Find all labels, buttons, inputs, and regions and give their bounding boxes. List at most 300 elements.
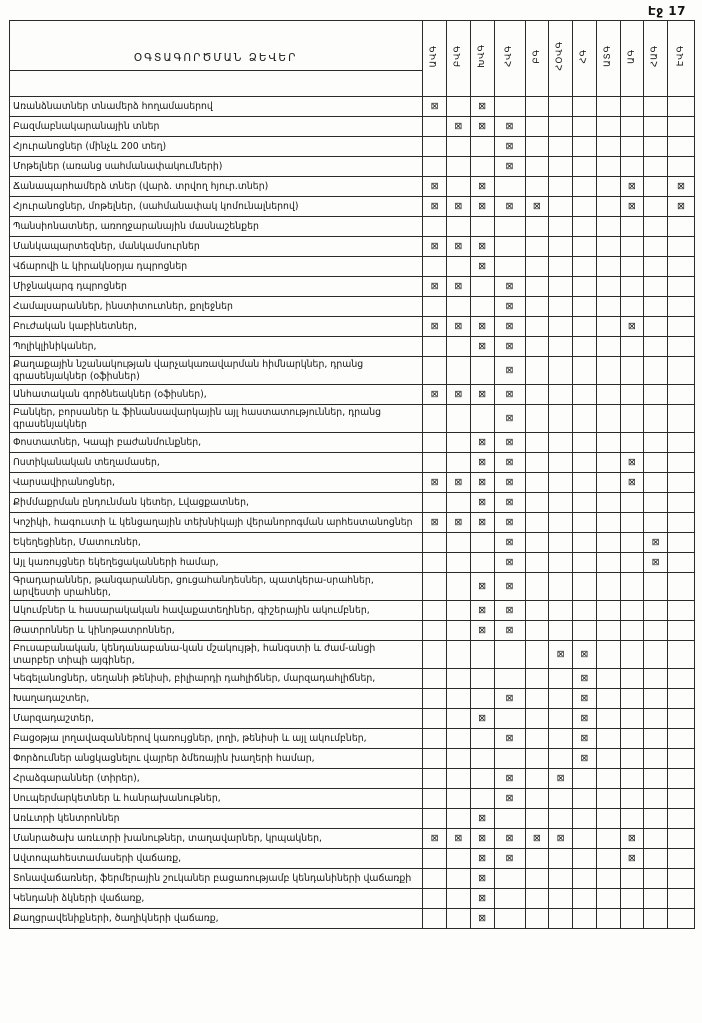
row-label: Սուպերմարկետներ և հանրախանութներ, bbox=[10, 789, 423, 809]
empty-cell bbox=[620, 553, 644, 573]
check-mark: ⊠ bbox=[470, 601, 494, 621]
empty-cell bbox=[525, 689, 549, 709]
empty-cell bbox=[549, 197, 573, 217]
empty-cell bbox=[549, 405, 573, 433]
table-row bbox=[10, 749, 695, 769]
empty-cell bbox=[620, 689, 644, 709]
empty-cell bbox=[470, 137, 494, 157]
empty-cell bbox=[525, 177, 549, 197]
empty-cell bbox=[644, 909, 668, 929]
check-mark: ⊠ bbox=[620, 177, 644, 197]
empty-cell bbox=[668, 689, 695, 709]
check-mark: ⊠ bbox=[494, 453, 525, 473]
usage-forms-table bbox=[9, 20, 695, 929]
empty-cell bbox=[668, 117, 695, 137]
check-mark: ⊠ bbox=[494, 729, 525, 749]
empty-cell bbox=[596, 257, 620, 277]
empty-cell bbox=[470, 357, 494, 385]
empty-cell bbox=[668, 789, 695, 809]
empty-cell bbox=[447, 709, 471, 729]
empty-cell bbox=[423, 709, 447, 729]
check-mark: ⊠ bbox=[494, 277, 525, 297]
table-row bbox=[10, 433, 695, 453]
empty-cell bbox=[596, 157, 620, 177]
empty-cell bbox=[549, 177, 573, 197]
empty-cell bbox=[470, 553, 494, 573]
empty-cell bbox=[549, 709, 573, 729]
empty-cell bbox=[620, 533, 644, 553]
empty-cell bbox=[668, 573, 695, 601]
column-header: ԱԳ bbox=[620, 21, 644, 97]
empty-cell bbox=[525, 357, 549, 385]
empty-cell bbox=[668, 749, 695, 769]
empty-cell bbox=[620, 789, 644, 809]
empty-cell bbox=[620, 749, 644, 769]
empty-cell bbox=[447, 601, 471, 621]
empty-cell bbox=[668, 513, 695, 533]
check-mark: ⊠ bbox=[447, 473, 471, 493]
empty-cell bbox=[644, 493, 668, 513]
table-row bbox=[10, 453, 695, 473]
empty-cell bbox=[470, 669, 494, 689]
empty-cell bbox=[668, 433, 695, 453]
empty-cell bbox=[596, 217, 620, 237]
row-label: Մանկապարտեզներ, մանկամսուրներ bbox=[10, 237, 423, 257]
table-row bbox=[10, 729, 695, 749]
empty-cell bbox=[525, 217, 549, 237]
empty-cell bbox=[525, 789, 549, 809]
empty-cell bbox=[573, 337, 597, 357]
column-header: ՀԱԳ bbox=[644, 21, 668, 97]
empty-cell bbox=[668, 385, 695, 405]
empty-cell bbox=[596, 237, 620, 257]
empty-cell bbox=[596, 117, 620, 137]
empty-cell bbox=[596, 453, 620, 473]
empty-cell bbox=[525, 157, 549, 177]
row-label: Բազմաբնակարանային տներ bbox=[10, 117, 423, 137]
empty-cell bbox=[573, 357, 597, 385]
empty-cell bbox=[447, 789, 471, 809]
table-row bbox=[10, 405, 695, 433]
empty-cell bbox=[494, 869, 525, 889]
empty-cell bbox=[573, 157, 597, 177]
check-mark: ⊠ bbox=[470, 317, 494, 337]
check-mark: ⊠ bbox=[447, 117, 471, 137]
empty-cell bbox=[525, 641, 549, 669]
empty-cell bbox=[549, 137, 573, 157]
empty-cell bbox=[596, 297, 620, 317]
empty-cell bbox=[668, 157, 695, 177]
check-mark: ⊠ bbox=[494, 137, 525, 157]
empty-cell bbox=[549, 217, 573, 237]
table-row bbox=[10, 641, 695, 669]
row-label: Միջնակարգ դպրոցներ bbox=[10, 277, 423, 297]
table-row bbox=[10, 533, 695, 553]
empty-cell bbox=[423, 621, 447, 641]
empty-cell bbox=[447, 177, 471, 197]
empty-cell bbox=[668, 829, 695, 849]
empty-cell bbox=[668, 493, 695, 513]
empty-cell bbox=[596, 621, 620, 641]
empty-cell bbox=[447, 217, 471, 237]
empty-cell bbox=[596, 533, 620, 553]
empty-cell bbox=[525, 553, 549, 573]
empty-cell bbox=[596, 97, 620, 117]
empty-cell bbox=[668, 709, 695, 729]
empty-cell bbox=[549, 789, 573, 809]
empty-cell bbox=[525, 277, 549, 297]
check-mark: ⊠ bbox=[620, 473, 644, 493]
empty-cell bbox=[573, 197, 597, 217]
empty-cell bbox=[423, 769, 447, 789]
empty-cell bbox=[525, 117, 549, 137]
empty-cell bbox=[668, 849, 695, 869]
check-mark: ⊠ bbox=[644, 553, 668, 573]
empty-cell bbox=[447, 889, 471, 909]
row-label: Վճարովի և կիրակնօրյա դպրոցներ bbox=[10, 257, 423, 277]
empty-cell bbox=[620, 97, 644, 117]
check-mark: ⊠ bbox=[447, 237, 471, 257]
check-mark: ⊠ bbox=[470, 621, 494, 641]
empty-cell bbox=[447, 453, 471, 473]
empty-cell bbox=[525, 533, 549, 553]
check-mark: ⊠ bbox=[494, 197, 525, 217]
empty-cell bbox=[644, 385, 668, 405]
empty-cell bbox=[470, 405, 494, 433]
row-label: Պանսիոնատներ, առողջարանային մասնաշենքեր bbox=[10, 217, 423, 237]
empty-cell bbox=[573, 789, 597, 809]
empty-cell bbox=[525, 621, 549, 641]
empty-cell bbox=[644, 237, 668, 257]
row-label: Հյուրանոցներ (մինչև 200 տեղ) bbox=[10, 137, 423, 157]
empty-cell bbox=[447, 533, 471, 553]
empty-cell bbox=[423, 553, 447, 573]
empty-cell bbox=[423, 909, 447, 929]
table-row bbox=[10, 357, 695, 385]
empty-cell bbox=[549, 869, 573, 889]
row-label: Բացօթյա լողավազաններով կառույցներ, լողի, թենիսի և այլ ակումբներ, bbox=[10, 729, 423, 749]
check-mark: ⊠ bbox=[494, 405, 525, 433]
empty-cell bbox=[573, 237, 597, 257]
empty-cell bbox=[620, 237, 644, 257]
empty-cell bbox=[596, 573, 620, 601]
table-row bbox=[10, 117, 695, 137]
check-mark: ⊠ bbox=[494, 473, 525, 493]
empty-cell bbox=[596, 277, 620, 297]
page-number: Էջ 17 bbox=[647, 4, 686, 18]
check-mark: ⊠ bbox=[494, 689, 525, 709]
empty-cell bbox=[644, 513, 668, 533]
empty-cell bbox=[620, 357, 644, 385]
empty-cell bbox=[596, 849, 620, 869]
check-mark: ⊠ bbox=[423, 177, 447, 197]
empty-cell bbox=[525, 433, 549, 453]
empty-cell bbox=[525, 749, 549, 769]
empty-cell bbox=[470, 277, 494, 297]
empty-cell bbox=[620, 513, 644, 533]
empty-cell bbox=[573, 829, 597, 849]
empty-cell bbox=[573, 889, 597, 909]
empty-cell bbox=[470, 157, 494, 177]
empty-cell bbox=[644, 829, 668, 849]
header-row bbox=[10, 21, 695, 97]
empty-cell bbox=[620, 809, 644, 829]
row-label: Խաղադաշտեր, bbox=[10, 689, 423, 709]
check-mark: ⊠ bbox=[549, 769, 573, 789]
check-mark: ⊠ bbox=[573, 729, 597, 749]
empty-cell bbox=[573, 405, 597, 433]
empty-cell bbox=[668, 97, 695, 117]
empty-cell bbox=[644, 669, 668, 689]
empty-cell bbox=[596, 473, 620, 493]
check-mark: ⊠ bbox=[494, 829, 525, 849]
empty-cell bbox=[447, 869, 471, 889]
empty-cell bbox=[423, 217, 447, 237]
empty-cell bbox=[525, 317, 549, 337]
empty-cell bbox=[573, 849, 597, 869]
empty-cell bbox=[549, 909, 573, 929]
empty-cell bbox=[644, 573, 668, 601]
empty-cell bbox=[620, 709, 644, 729]
check-mark: ⊠ bbox=[470, 573, 494, 601]
empty-cell bbox=[470, 641, 494, 669]
empty-cell bbox=[644, 157, 668, 177]
empty-cell bbox=[644, 117, 668, 137]
table-row bbox=[10, 573, 695, 601]
empty-cell bbox=[596, 689, 620, 709]
empty-cell bbox=[494, 889, 525, 909]
empty-cell bbox=[447, 553, 471, 573]
check-mark: ⊠ bbox=[620, 453, 644, 473]
empty-cell bbox=[423, 405, 447, 433]
check-mark: ⊠ bbox=[423, 97, 447, 117]
column-header: ԲՎԳ bbox=[447, 21, 471, 97]
table-row bbox=[10, 385, 695, 405]
empty-cell bbox=[447, 669, 471, 689]
empty-cell bbox=[668, 769, 695, 789]
empty-cell bbox=[596, 405, 620, 433]
empty-cell bbox=[620, 297, 644, 317]
check-mark: ⊠ bbox=[470, 849, 494, 869]
empty-cell bbox=[423, 729, 447, 749]
empty-cell bbox=[620, 869, 644, 889]
empty-cell bbox=[620, 385, 644, 405]
table-row bbox=[10, 237, 695, 257]
row-label: Բանկեր, բորսաներ և ֆինանսավարկային այլ հաստատություններ, դրանց գրասենյակներ bbox=[10, 405, 423, 433]
empty-cell bbox=[668, 337, 695, 357]
table-row bbox=[10, 277, 695, 297]
check-mark: ⊠ bbox=[573, 641, 597, 669]
empty-cell bbox=[620, 641, 644, 669]
table-row bbox=[10, 621, 695, 641]
row-label: Հյուրանոցներ, մոթելներ, (սահմանափակ կոմունալներով) bbox=[10, 197, 423, 217]
empty-cell bbox=[525, 237, 549, 257]
empty-cell bbox=[596, 317, 620, 337]
empty-cell bbox=[423, 493, 447, 513]
empty-cell bbox=[644, 357, 668, 385]
empty-cell bbox=[596, 513, 620, 533]
row-label: Եկեղեցիներ, Մատուռներ, bbox=[10, 533, 423, 553]
row-label: Տոնավաճառներ, ֆերմերային շուկաներ բացառությամբ կենդանիների վաճառքի bbox=[10, 869, 423, 889]
check-mark: ⊠ bbox=[494, 769, 525, 789]
empty-cell bbox=[620, 601, 644, 621]
check-mark: ⊠ bbox=[470, 513, 494, 533]
empty-cell bbox=[644, 789, 668, 809]
empty-cell bbox=[525, 385, 549, 405]
empty-cell bbox=[525, 493, 549, 513]
check-mark: ⊠ bbox=[423, 513, 447, 533]
empty-cell bbox=[573, 97, 597, 117]
empty-cell bbox=[620, 621, 644, 641]
empty-cell bbox=[423, 669, 447, 689]
column-header: ՀԳ bbox=[573, 21, 597, 97]
empty-cell bbox=[668, 869, 695, 889]
empty-cell bbox=[549, 553, 573, 573]
empty-cell bbox=[596, 729, 620, 749]
table-row bbox=[10, 197, 695, 217]
check-mark: ⊠ bbox=[447, 829, 471, 849]
check-mark: ⊠ bbox=[620, 849, 644, 869]
empty-cell bbox=[573, 533, 597, 553]
empty-cell bbox=[644, 769, 668, 789]
empty-cell bbox=[494, 709, 525, 729]
empty-cell bbox=[596, 177, 620, 197]
empty-cell bbox=[525, 573, 549, 601]
empty-cell bbox=[494, 97, 525, 117]
check-mark: ⊠ bbox=[470, 829, 494, 849]
row-label: Փոստատներ, Կապի բաժանմունքներ, bbox=[10, 433, 423, 453]
table-row bbox=[10, 297, 695, 317]
empty-cell bbox=[573, 493, 597, 513]
empty-cell bbox=[549, 533, 573, 553]
check-mark: ⊠ bbox=[470, 257, 494, 277]
column-header: ԽՎԳ bbox=[470, 21, 494, 97]
empty-cell bbox=[573, 809, 597, 829]
check-mark: ⊠ bbox=[470, 197, 494, 217]
row-label: Առանձնատներ տնամերձ հողամասերով bbox=[10, 97, 423, 117]
empty-cell bbox=[668, 297, 695, 317]
empty-cell bbox=[644, 709, 668, 729]
empty-cell bbox=[644, 317, 668, 337]
empty-cell bbox=[668, 641, 695, 669]
row-label: Մանրածախ առևտրի խանութներ, տաղավարներ, կրպակներ, bbox=[10, 829, 423, 849]
empty-cell bbox=[668, 621, 695, 641]
check-mark: ⊠ bbox=[470, 433, 494, 453]
check-mark: ⊠ bbox=[423, 237, 447, 257]
empty-cell bbox=[644, 641, 668, 669]
table-row bbox=[10, 157, 695, 177]
empty-cell bbox=[494, 177, 525, 197]
row-label: Մարզադաշտեր, bbox=[10, 709, 423, 729]
empty-cell bbox=[470, 533, 494, 553]
empty-cell bbox=[644, 621, 668, 641]
empty-cell bbox=[549, 729, 573, 749]
empty-cell bbox=[644, 337, 668, 357]
check-mark: ⊠ bbox=[470, 473, 494, 493]
check-mark: ⊠ bbox=[644, 533, 668, 553]
empty-cell bbox=[549, 385, 573, 405]
table-row bbox=[10, 689, 695, 709]
check-mark: ⊠ bbox=[494, 513, 525, 533]
empty-cell bbox=[447, 621, 471, 641]
table-row bbox=[10, 257, 695, 277]
table-row bbox=[10, 601, 695, 621]
empty-cell bbox=[525, 669, 549, 689]
empty-cell bbox=[549, 849, 573, 869]
check-mark: ⊠ bbox=[447, 197, 471, 217]
row-label: Քիմմաքրման ընդունման կետեր, Լվացքատներ, bbox=[10, 493, 423, 513]
empty-cell bbox=[573, 137, 597, 157]
check-mark: ⊠ bbox=[423, 473, 447, 493]
empty-cell bbox=[644, 137, 668, 157]
empty-cell bbox=[423, 869, 447, 889]
check-mark: ⊠ bbox=[470, 493, 494, 513]
empty-cell bbox=[447, 689, 471, 709]
empty-cell bbox=[573, 909, 597, 929]
empty-cell bbox=[447, 849, 471, 869]
empty-cell bbox=[644, 473, 668, 493]
table-row bbox=[10, 137, 695, 157]
check-mark: ⊠ bbox=[494, 789, 525, 809]
check-mark: ⊠ bbox=[494, 385, 525, 405]
empty-cell bbox=[573, 869, 597, 889]
column-header: ՀՕՎԳ bbox=[549, 21, 573, 97]
empty-cell bbox=[549, 453, 573, 473]
empty-cell bbox=[549, 97, 573, 117]
check-mark: ⊠ bbox=[423, 385, 447, 405]
empty-cell bbox=[423, 789, 447, 809]
empty-cell bbox=[447, 405, 471, 433]
check-mark: ⊠ bbox=[525, 197, 549, 217]
check-mark: ⊠ bbox=[470, 177, 494, 197]
check-mark: ⊠ bbox=[470, 97, 494, 117]
table-row bbox=[10, 909, 695, 929]
empty-cell bbox=[596, 197, 620, 217]
empty-cell bbox=[644, 217, 668, 237]
empty-cell bbox=[644, 177, 668, 197]
empty-cell bbox=[447, 357, 471, 385]
empty-cell bbox=[644, 297, 668, 317]
empty-cell bbox=[525, 337, 549, 357]
empty-cell bbox=[573, 177, 597, 197]
check-mark: ⊠ bbox=[494, 157, 525, 177]
table-row bbox=[10, 809, 695, 829]
empty-cell bbox=[470, 729, 494, 749]
page-title: ՕԳՏԱԳՈՐԾՄԱՆ ՁԵՎԵՐ bbox=[10, 47, 422, 71]
row-label: Թատրոններ և կինոթատրոններ, bbox=[10, 621, 423, 641]
empty-cell bbox=[525, 729, 549, 749]
empty-cell bbox=[494, 217, 525, 237]
empty-cell bbox=[668, 237, 695, 257]
empty-cell bbox=[494, 809, 525, 829]
empty-cell bbox=[620, 217, 644, 237]
empty-cell bbox=[573, 601, 597, 621]
empty-cell bbox=[549, 493, 573, 513]
empty-cell bbox=[573, 621, 597, 641]
empty-cell bbox=[470, 689, 494, 709]
table-row bbox=[10, 97, 695, 117]
empty-cell bbox=[423, 533, 447, 553]
empty-cell bbox=[525, 601, 549, 621]
empty-cell bbox=[668, 601, 695, 621]
empty-cell bbox=[423, 157, 447, 177]
check-mark: ⊠ bbox=[494, 117, 525, 137]
empty-cell bbox=[620, 117, 644, 137]
empty-cell bbox=[549, 749, 573, 769]
empty-cell bbox=[644, 869, 668, 889]
check-mark: ⊠ bbox=[494, 553, 525, 573]
check-mark: ⊠ bbox=[573, 709, 597, 729]
